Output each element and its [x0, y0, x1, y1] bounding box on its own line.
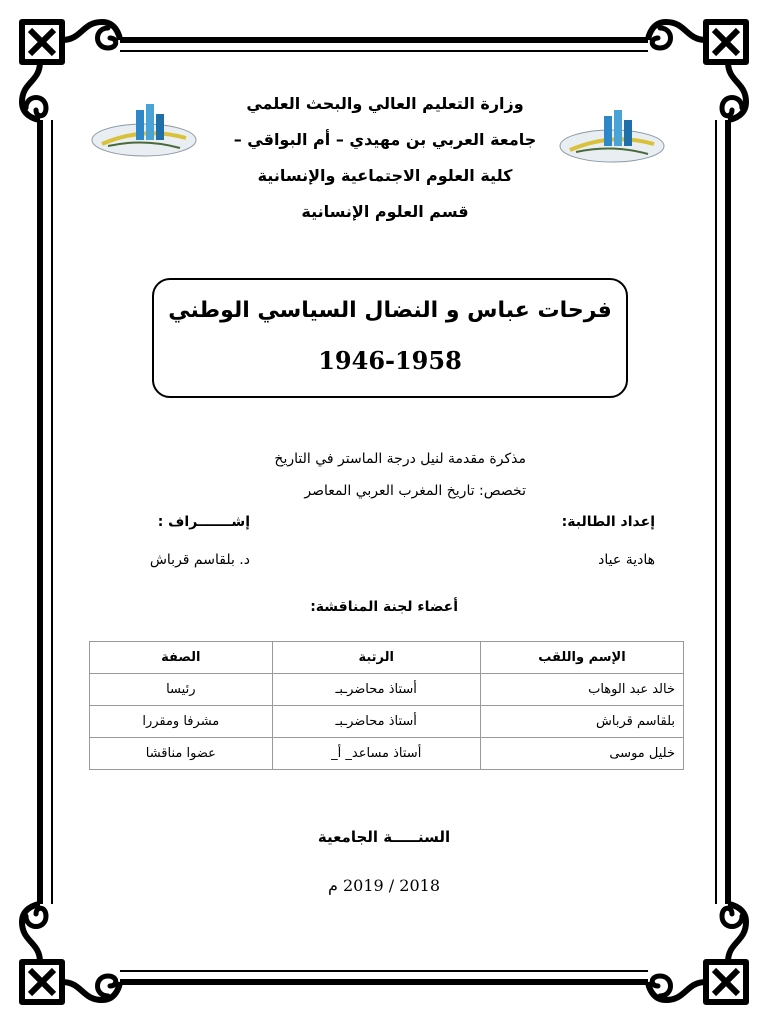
- table-row: [90, 706, 684, 738]
- member-role: مشرفا ومقررا: [90, 706, 273, 738]
- member-rank: أستاذ محاضرـبـ: [272, 706, 480, 738]
- member-role: عضوا مناقشا: [90, 738, 273, 770]
- student-name: هادية عياد: [598, 552, 655, 568]
- table-row: [90, 674, 684, 706]
- department-name: قسم العلوم الإنسانية: [301, 202, 469, 221]
- academic-year-label: السنـــــة الجامعية: [317, 828, 451, 846]
- thesis-years: 1946-1958: [318, 346, 462, 375]
- supervisor-name: د. بلقاسم قرباش: [149, 552, 250, 568]
- member-rank: أستاذ مساعد_ أ_: [272, 738, 480, 770]
- member-name: خالد عبد الوهاب: [480, 674, 683, 706]
- title-box: [152, 278, 628, 398]
- header-role: الصفة: [90, 642, 273, 674]
- committee-table: [89, 641, 684, 770]
- table-row: [90, 738, 684, 770]
- committee-title: أعضاء لجنة المناقشة:: [310, 599, 458, 615]
- member-name: خليل موسى: [480, 738, 683, 770]
- thesis-specialization: تخصص: تاريخ المغرب العربي المعاصر: [304, 483, 526, 499]
- header-rank: الرتبة: [272, 642, 480, 674]
- faculty-name: كلية العلوم الاجتماعية والإنسانية: [257, 166, 513, 185]
- student-label: إعداد الطالبة:: [561, 514, 655, 530]
- university-name: جامعة العربي بن مهيدي – أم البواقي –: [233, 130, 537, 149]
- member-rank: أستاذ محاضرـبـ: [272, 674, 480, 706]
- academic-year-value: 2018 / 2019 م: [328, 876, 440, 895]
- member-name: بلقاسم قرباش: [480, 706, 683, 738]
- thesis-description: مذكرة مقدمة لنيل درجة الماستر في التاريخ: [274, 451, 526, 467]
- table-header-row: [90, 642, 684, 674]
- supervisor-label: إشـــــــراف :: [157, 514, 250, 530]
- ministry-name: وزارة التعليم العالي والبحث العلمي: [246, 94, 524, 113]
- member-role: رئيسا: [90, 674, 273, 706]
- thesis-title: فرحات عباس و النضال السياسي الوطني: [168, 298, 612, 323]
- header-name: الإسم واللقب: [480, 642, 683, 674]
